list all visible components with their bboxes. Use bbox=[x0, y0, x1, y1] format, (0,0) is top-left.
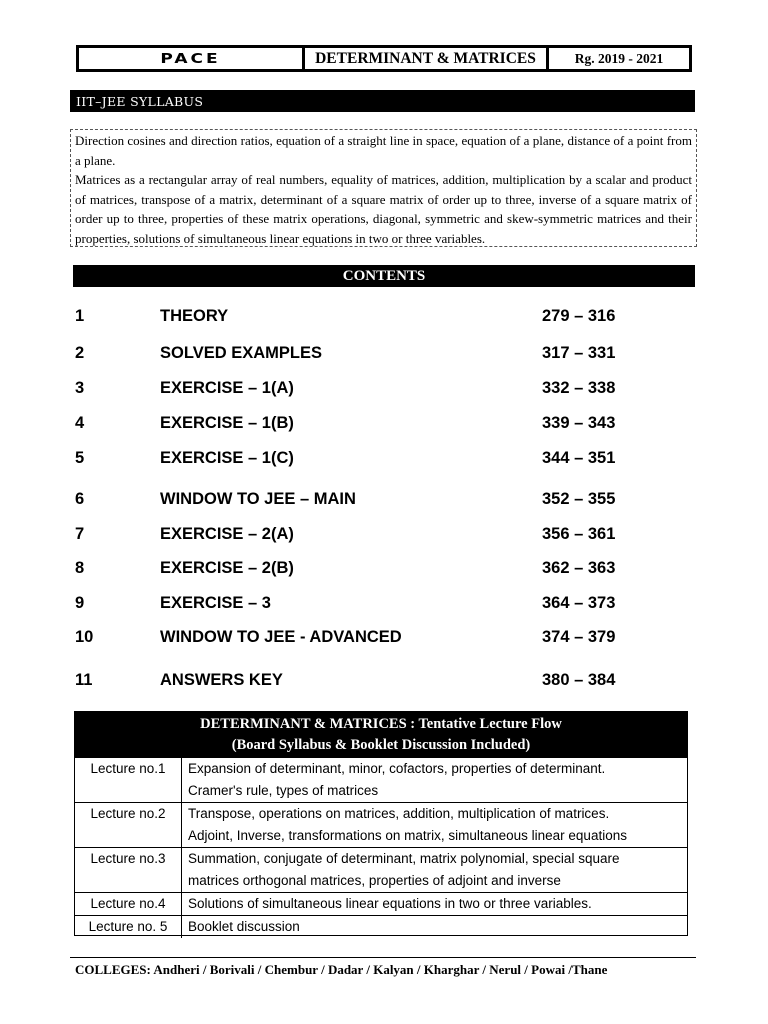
chapter-title: DETERMINANT & MATRICES bbox=[305, 48, 549, 69]
topic-line: Solutions of simultaneous linear equations in two or three variables. bbox=[188, 896, 592, 911]
toc-row bbox=[75, 344, 675, 366]
toc-title: EXERCISE – 2(B) bbox=[160, 559, 294, 577]
toc-pages: 362 – 363 bbox=[542, 559, 616, 577]
lecture-number: Lecture no.3 bbox=[75, 848, 182, 892]
contents-heading: CONTENTS bbox=[73, 265, 695, 287]
logo-text: PACE bbox=[160, 50, 221, 67]
toc-row bbox=[75, 559, 675, 581]
syllabus-paragraph-2: Matrices as a rectangular array of real numbers, equality of matrices, addition, multiplication by a scalar and product of matrices, transpose of a matrix, determinant of a square matrix of order up to three, inverse of a square matrix of order up to three, properties of these matrix operations, diagonal, symmetric and skew-symmetric matrices and their properties, solutions of simultaneous linear equations in two or three variables. bbox=[75, 172, 692, 246]
toc-number: 6 bbox=[75, 490, 85, 508]
topic-line: Cramer's rule, types of matrices bbox=[188, 783, 379, 798]
toc-number: 5 bbox=[75, 449, 85, 467]
syllabus-paragraph-1: Direction cosines and direction ratios, equation of a straight line in space, equation of a plane, distance of a point from a plane. bbox=[75, 133, 692, 168]
toc-title: ANSWERS KEY bbox=[160, 671, 283, 689]
table-row bbox=[75, 892, 687, 915]
toc-row bbox=[75, 490, 675, 512]
toc-title: EXERCISE – 1(A) bbox=[160, 379, 294, 397]
toc-title: EXERCISE – 1(C) bbox=[160, 449, 294, 467]
lecture-number: Lecture no. 5 bbox=[75, 916, 182, 938]
toc-pages: 279 – 316 bbox=[542, 307, 616, 325]
toc-row bbox=[75, 414, 675, 436]
toc-title: EXERCISE – 2(A) bbox=[160, 525, 294, 543]
toc-row bbox=[75, 307, 675, 329]
table-row bbox=[75, 847, 687, 892]
lecture-flow-heading bbox=[75, 712, 687, 757]
toc-pages: 317 – 331 bbox=[542, 344, 616, 362]
toc-row bbox=[75, 525, 675, 547]
toc-pages: 339 – 343 bbox=[542, 414, 616, 432]
batch-year: Rg. 2019 - 2021 bbox=[574, 50, 664, 66]
lecture-topics bbox=[182, 916, 687, 938]
toc-pages: 344 – 351 bbox=[542, 449, 616, 467]
toc-pages: 332 – 338 bbox=[542, 379, 616, 397]
toc-number: 3 bbox=[75, 379, 85, 397]
toc-number: 4 bbox=[75, 414, 85, 432]
topic-line: Booklet discussion bbox=[188, 919, 300, 934]
syllabus-box bbox=[70, 129, 697, 247]
topic-line: Expansion of determinant, minor, cofactors, properties of determinant. bbox=[188, 761, 606, 776]
lecture-flow-table bbox=[74, 711, 688, 936]
toc-pages: 364 – 373 bbox=[542, 594, 616, 612]
toc-title: SOLVED EXAMPLES bbox=[160, 344, 322, 362]
toc-pages: 352 – 355 bbox=[542, 490, 616, 508]
lecture-topics bbox=[182, 848, 687, 892]
toc-number: 7 bbox=[75, 525, 85, 543]
table-row bbox=[75, 915, 687, 938]
table-row bbox=[75, 802, 687, 847]
toc-number: 9 bbox=[75, 594, 85, 612]
lecture-topics bbox=[182, 803, 687, 847]
toc-pages: 374 – 379 bbox=[542, 628, 616, 646]
toc-number: 2 bbox=[75, 344, 85, 362]
toc-row bbox=[75, 449, 675, 471]
toc-row bbox=[75, 628, 675, 650]
toc-title: WINDOW TO JEE – MAIN bbox=[160, 490, 356, 508]
toc-title: EXERCISE – 1(B) bbox=[160, 414, 294, 432]
toc-row bbox=[75, 594, 675, 616]
topic-line: Summation, conjugate of determinant, matrix polynomial, special square bbox=[188, 851, 620, 866]
toc-title: EXERCISE – 3 bbox=[160, 594, 271, 612]
toc-number: 10 bbox=[75, 628, 94, 646]
toc-pages: 356 – 361 bbox=[542, 525, 616, 543]
toc-row bbox=[75, 379, 675, 401]
lecture-number: Lecture no.1 bbox=[75, 758, 182, 802]
toc-pages: 380 – 384 bbox=[542, 671, 616, 689]
syllabus-heading: IIT–JEE SYLLABUS bbox=[70, 90, 695, 112]
lecture-topics bbox=[182, 758, 687, 802]
colleges-footer: COLLEGES: Andheri / Borivali / Chembur / Dadar / Kalyan / Kharghar / Nerul / Powai /Thane bbox=[75, 962, 608, 977]
page-header bbox=[76, 45, 692, 72]
toc-number: 8 bbox=[75, 559, 85, 577]
toc-title: WINDOW TO JEE - ADVANCED bbox=[160, 628, 402, 646]
lecture-number: Lecture no.4 bbox=[75, 893, 182, 915]
topic-line: Adjoint, Inverse, transformations on matrix, simultaneous linear equations bbox=[188, 828, 627, 843]
footer-divider bbox=[70, 957, 696, 958]
brand-logo bbox=[79, 48, 305, 69]
lecture-number: Lecture no.2 bbox=[75, 803, 182, 847]
topic-line: matrices orthogonal matrices, properties of adjoint and inverse bbox=[188, 873, 561, 888]
topic-line: Transpose, operations on matrices, addition, multiplication of matrices. bbox=[188, 806, 610, 821]
table-row bbox=[75, 757, 687, 802]
lecture-flow-subtitle: (Board Syllabus & Booklet Discussion Included) bbox=[231, 736, 531, 753]
toc-number: 1 bbox=[75, 307, 85, 325]
toc-number: 11 bbox=[75, 671, 93, 689]
lecture-flow-title: DETERMINANT & MATRICES : Tentative Lecture Flow bbox=[200, 715, 562, 732]
toc-title: THEORY bbox=[160, 307, 229, 325]
toc-row bbox=[75, 671, 675, 693]
lecture-topics bbox=[182, 893, 687, 915]
